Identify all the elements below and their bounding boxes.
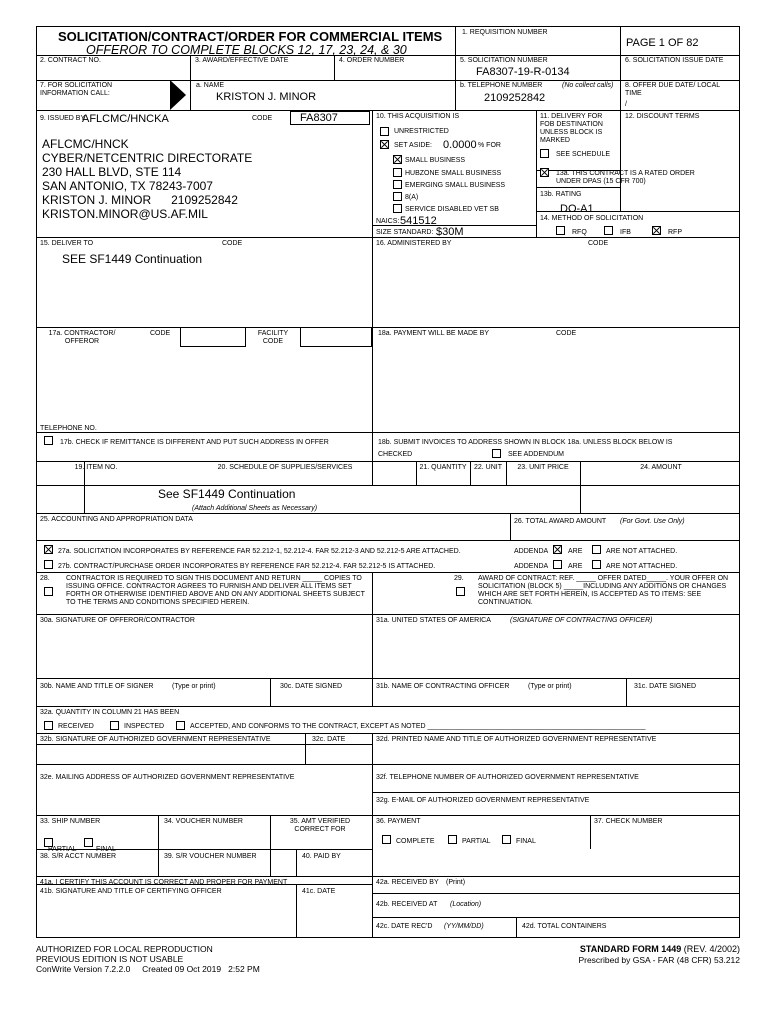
paid-by-label: 40. PAID BY [302,853,341,860]
payment-final-label: FINAL [516,838,536,845]
ifb-checkbox[interactable] [604,226,613,235]
27a-are-label: ARE [568,548,583,555]
deliver-to-code-label: CODE [222,240,243,247]
32g-label: 32g. E-MAIL OF AUTHORIZED GOVERNMENT REPRESENTATIVE [376,797,590,804]
received-checkbox[interactable] [44,721,53,730]
requisition-number-label: 1. REQUISITION NUMBER [462,29,548,36]
ship-partial-label: PARTIAL [48,846,77,853]
contract-no-label: 2. CONTRACT NO. [40,57,101,64]
addendum-label: SEE ADDENDUM [508,451,565,458]
42b-note: (Location) [450,901,482,908]
27b-are-not-checkbox[interactable] [592,560,601,569]
deliver-to-label: 15. DELIVER TO [40,240,94,247]
30c-label: 30c. DATE SIGNED [280,683,343,690]
payment-partial-checkbox[interactable] [448,835,457,844]
contractor-code-label: CODE [150,330,171,337]
schedule-header: 20. SCHEDULE OF SUPPLIES/SERVICES [217,464,353,471]
issuer-address-line: KRISTON J. MINOR 2109252842 [42,193,238,207]
27a-are-checkbox[interactable] [553,545,562,554]
inspected-checkbox[interactable] [110,721,119,730]
footer-line-1: AUTHORIZED FOR LOCAL REPRODUCTION [36,944,213,954]
ship-final-checkbox[interactable] [84,838,93,847]
telephone-no-label: TELEPHONE NO. [40,425,97,432]
set-aside-percent: 0.0000 [443,139,477,151]
41b-label: 41b. SIGNATURE AND TITLE OF CERTIFYING OFFICER [40,888,222,895]
small-business-label: SMALL BUSINESS [405,157,466,164]
inspected-label: INSPECTED [124,723,165,730]
27a-checkbox[interactable] [44,545,53,554]
facility-code-box [300,327,372,347]
order-number-label: 4. ORDER NUMBER [339,57,405,64]
unit-header: 22. UNIT [473,464,502,471]
administered-code-label: CODE [588,240,609,247]
rfq-checkbox[interactable] [556,226,565,235]
form-title: SOLICITATION/CONTRACT/ORDER FOR COMMERCIAL ITEMS [58,29,443,44]
hubzone-checkbox[interactable] [393,168,402,177]
27b-are-label: ARE [568,563,583,570]
delivery-label: 11. DELIVERY FOR FOB DESTINATION UNLESS BLOCK IS MARKED [540,113,603,144]
issuer-address-line: SAN ANTONIO, TX 78243-7007 [42,179,213,193]
remittance-checkbox[interactable] [44,436,53,445]
27b-text: 27b. CONTRACT/PURCHASE ORDER INCORPORATES BY REFERENCE FAR 52.212-4. FAR 52.212-5 IS ATTACHED. [58,563,436,570]
rating-label: 13b. RATING [540,191,582,198]
28-text: CONTRACTOR IS REQUIRED TO SIGN THIS DOCUMENT AND RETURN _____ COPIES TO ISSUING OFFICE. CONTRACTOR AGREES TO FURNISH AND DELIVER ALL ITEMS SET FORTH OR OTHERWISE IDENTIFIED ABOVE AND ON ANY ADDITIONAL SHEETS SUBJECT TO THE TERMS AND CONDITIONS SPECIFIED HEREIN. [66,575,365,606]
amt-verified-label: 35. AMT VERIFIED CORRECT FOR [289,818,351,833]
31a-note: (SIGNATURE OF CONTRACTING OFFICER) [510,617,653,624]
method-label: 14. METHOD OF SOLICITATION [540,215,644,222]
29-checkbox[interactable] [456,587,465,596]
voucher-number-label: 34. VOUCHER NUMBER [164,818,243,825]
footer-line-2: PREVIOUS EDITION IS NOT USABLE [36,954,184,964]
unrestricted-label: UNRESTRICTED [394,128,449,135]
27a-are-not-label: ARE NOT ATTACHED. [606,548,678,555]
accepted-label: ACCEPTED, AND CONFORMS TO THE CONTRACT, EXCEPT AS NOTED ________________________________________________________ [190,723,646,730]
29-number: 29. [454,575,464,582]
8a-checkbox[interactable] [393,192,402,201]
contact-name: KRISTON J. MINOR [216,91,317,103]
invoice-label: 18b. SUBMIT INVOICES TO ADDRESS SHOWN IN BLOCK 18a. UNLESS BLOCK BELOW IS CHECKED [378,439,673,458]
footer-line-3: ConWrite Version 7.2.2.0 Created 09 Oct 2019 2:52 PM [36,964,260,974]
prescribed-by: Prescribed by GSA - FAR (48 CFR) 53.212 [578,955,740,965]
emerging-label: EMERGING SMALL BUSINESS [405,182,506,189]
page-count: PAGE 1 OF 82 [626,37,699,49]
issuer-code: FA8307 [300,112,338,124]
form-number-name: STANDARD FORM 1449 [579,944,682,954]
31b-note: (Type or print) [528,683,572,690]
42a-label: 42a. RECEIVED BY [376,879,439,886]
set-aside-for: % FOR [478,142,501,149]
ship-number-label: 33. SHIP NUMBER [40,818,101,825]
arrow-icon [170,80,186,110]
27a-text: 27a. SOLICITATION INCORPORATES BY REFERENCE FAR 52.212-1, 52.212-4. FAR 52.212-3 AND 52.212-5 ARE ATTACHED. [58,548,461,555]
41a-label: 41a. I CERTIFY THIS ACCOUNT IS CORRECT AND PROPER FOR PAYMENT [40,879,288,886]
27b-are-checkbox[interactable] [553,560,562,569]
rfp-label: RFP [668,229,682,236]
contact-phone: 2109252842 [484,92,546,104]
set-aside-label: SET ASIDE: [394,142,432,149]
30b-label: 30b. NAME AND TITLE OF SIGNER [40,683,154,690]
offer-due-value: / [625,101,627,108]
payment-partial-label: PARTIAL [462,838,491,845]
42a-note: (Print) [446,879,466,886]
acquisition-label: 10. THIS ACQUISITION IS [376,113,460,120]
naics-label: NAICS: [376,218,400,225]
accepted-checkbox[interactable] [176,721,185,730]
rfp-checkbox[interactable] [652,226,661,235]
rfq-label: RFQ [572,229,587,236]
payment-complete-checkbox[interactable] [382,835,391,844]
issuer-address-line: AFLCMC/HNCK [42,137,129,151]
contractor-code-box [180,327,246,347]
name-label: a. NAME [196,82,225,89]
32e-label: 32e. MAILING ADDRESS OF AUTHORIZED GOVERNMENT REPRESENTATIVE [40,774,295,781]
payment-by-label: 18a. PAYMENT WILL BE MADE BY [378,330,489,337]
accounting-label: 25. ACCOUNTING AND APPROPRIATION DATA [40,516,193,523]
27b-addenda-label: ADDENDA [514,563,549,570]
administered-by-label: 16. ADMINISTERED BY [376,240,452,247]
sr-voucher-label: 39. S/R VOUCHER NUMBER [164,853,257,860]
remittance-label: 17b. CHECK IF REMITTANCE IS DIFFERENT AND PUT SUCH ADDRESS IN OFFER [60,439,329,446]
quantity-header: 21. QUANTITY [419,464,467,471]
ship-final-label: FINAL [96,846,116,853]
42c-label: 42c. DATE REC'D [376,923,433,930]
41c-label: 41c. DATE [302,888,336,895]
issuer-address-line: KRISTON.MINOR@US.AF.MIL [42,207,208,221]
check-number-label: 37. CHECK NUMBER [594,818,663,825]
see-schedule-label: SEE SCHEDULE [556,151,611,158]
item-no-header: 19. ITEM NO. [74,464,118,471]
rating-value: DO-A1 [560,203,594,215]
ifb-label: IFB [620,229,631,236]
see-schedule-checkbox[interactable] [540,149,549,158]
27b-are-not-label: ARE NOT ATTACHED. [606,563,678,570]
issuer-address-line: 230 HALL BLVD, STE 114 [42,165,182,179]
addendum-checkbox[interactable] [492,449,501,458]
form-number [580,944,740,954]
42b-label: 42b. RECEIVED AT [376,901,438,908]
31a-label: 31a. UNITED STATES OF AMERICA [376,617,491,624]
32b-label: 32b. SIGNATURE OF AUTHORIZED GOVERNMENT REPRESENTATIVE [40,736,271,743]
8a-label: 8(A) [405,194,419,201]
schedule-value: See SF1449 Continuation [158,487,296,501]
issue-date-label: 6. SOLICITATION ISSUE DATE [625,57,724,64]
size-standard-value: $30M [436,226,464,238]
offer-due-label: 8. OFFER DUE DATE/ LOCAL TIME [625,82,720,97]
30b-note: (Type or print) [172,683,216,690]
42c-note: (YY/MM/DD) [444,923,484,930]
size-standard-label: SIZE STANDARD: [376,229,434,236]
payment-complete-label: COMPLETE [396,838,435,845]
payment-label: 36. PAYMENT [376,818,421,825]
31b-label: 31b. NAME OF CONTRACTING OFFICER [376,683,510,690]
award-date-label: 3. AWARD/EFFECTIVE DATE [195,57,289,64]
unrestricted-checkbox[interactable] [380,127,389,136]
issued-by-label: 9. ISSUED BY [40,115,86,122]
rated-order-label: 13a. THIS CONTRACT IS A RATED ORDER UNDER DPAS (15 CFR 700) [556,170,695,185]
hubzone-label: HUBZONE SMALL BUSINESS [405,170,502,177]
small-business-checkbox[interactable] [393,155,402,164]
rated-order-checkbox[interactable] [540,168,549,177]
solicitation-number-label: 5. SOLICITATION NUMBER [460,57,548,64]
27a-are-not-checkbox[interactable] [592,545,601,554]
received-label: RECEIVED [58,723,94,730]
facility-code-label: FACILITY CODE [257,330,289,345]
issuer-code-label: CODE [252,115,273,122]
form-subtitle: OFFEROR TO COMPLETE BLOCKS 12, 17, 23, 24, & 30 [86,43,407,57]
32d-label: 32d. PRINTED NAME AND TITLE OF AUTHORIZED GOVERNMENT REPRESENTATIVE [376,736,657,743]
issuer-address-line: CYBER/NETCENTRIC DIRECTORATE [42,151,253,165]
27b-checkbox[interactable] [44,560,53,569]
telephone-note: (No collect calls) [562,82,614,89]
32c-label: 32c. DATE [312,736,346,743]
29-text: AWARD OF CONTRACT: REF. _____ OFFER DATED_____. YOUR OFFER ON SOLICITATION (BLOCK 5) _____INCLUDING ANY ADDITIONS OR CHANGES WHICH ARE SET FORTH HEREIN, IS ACCEPTED AS TO ITEMS: SEE CONTINUATION. [478,575,729,606]
28-checkbox[interactable] [44,587,53,596]
issued-by-value: AFLCMC/HNCKA [82,113,169,125]
27a-addenda-label: ADDENDA [514,548,549,555]
unit-price-header: 23. UNIT PRICE [517,464,569,471]
solicitation-number: FA8307-19-R-0134 [476,66,570,78]
32f-label: 32f. TELEPHONE NUMBER OF AUTHORIZED GOVERNMENT REPRESENTATIVE [376,774,639,781]
total-award-note: (For Govt. Use Only) [620,518,685,525]
deliver-to-value: SEE SF1449 Continuation [62,252,203,266]
payment-final-checkbox[interactable] [502,835,511,844]
28-number: 28. [40,575,50,582]
total-award-label: 26. TOTAL AWARD AMOUNT [514,518,607,525]
emerging-checkbox[interactable] [393,180,402,189]
amount-header: 24. AMOUNT [640,464,682,471]
payment-code-label: CODE [556,330,577,337]
contractor-label: 17a. CONTRACTOR/ OFFEROR [48,330,116,345]
sdvet-checkbox[interactable] [393,204,402,213]
discount-terms-label: 12. DISCOUNT TERMS [625,113,700,120]
32a-label: 32a. QUANTITY IN COLUMN 21 HAS BEEN [40,709,180,716]
naics-code: 541512 [400,215,437,227]
set-aside-checkbox[interactable] [380,140,389,149]
sr-acct-label: 38. S/R ACCT NUMBER [40,853,117,860]
solicitation-info-label: 7. FOR SOLICITATION INFORMATION CALL: [40,82,113,97]
31c-label: 31c. DATE SIGNED [634,683,697,690]
telephone-label: b. TELEPHONE NUMBER [460,82,543,89]
form-revision: (REV. 4/2002) [683,944,740,954]
attach-note: (Attach Additional Sheets as Necessary) [192,505,318,512]
42d-label: 42d. TOTAL CONTAINERS [522,923,607,930]
sdvet-label: SERVICE DISABLED VET SB [405,206,499,213]
30a-label: 30a. SIGNATURE OF OFFEROR/CONTRACTOR [40,617,195,624]
